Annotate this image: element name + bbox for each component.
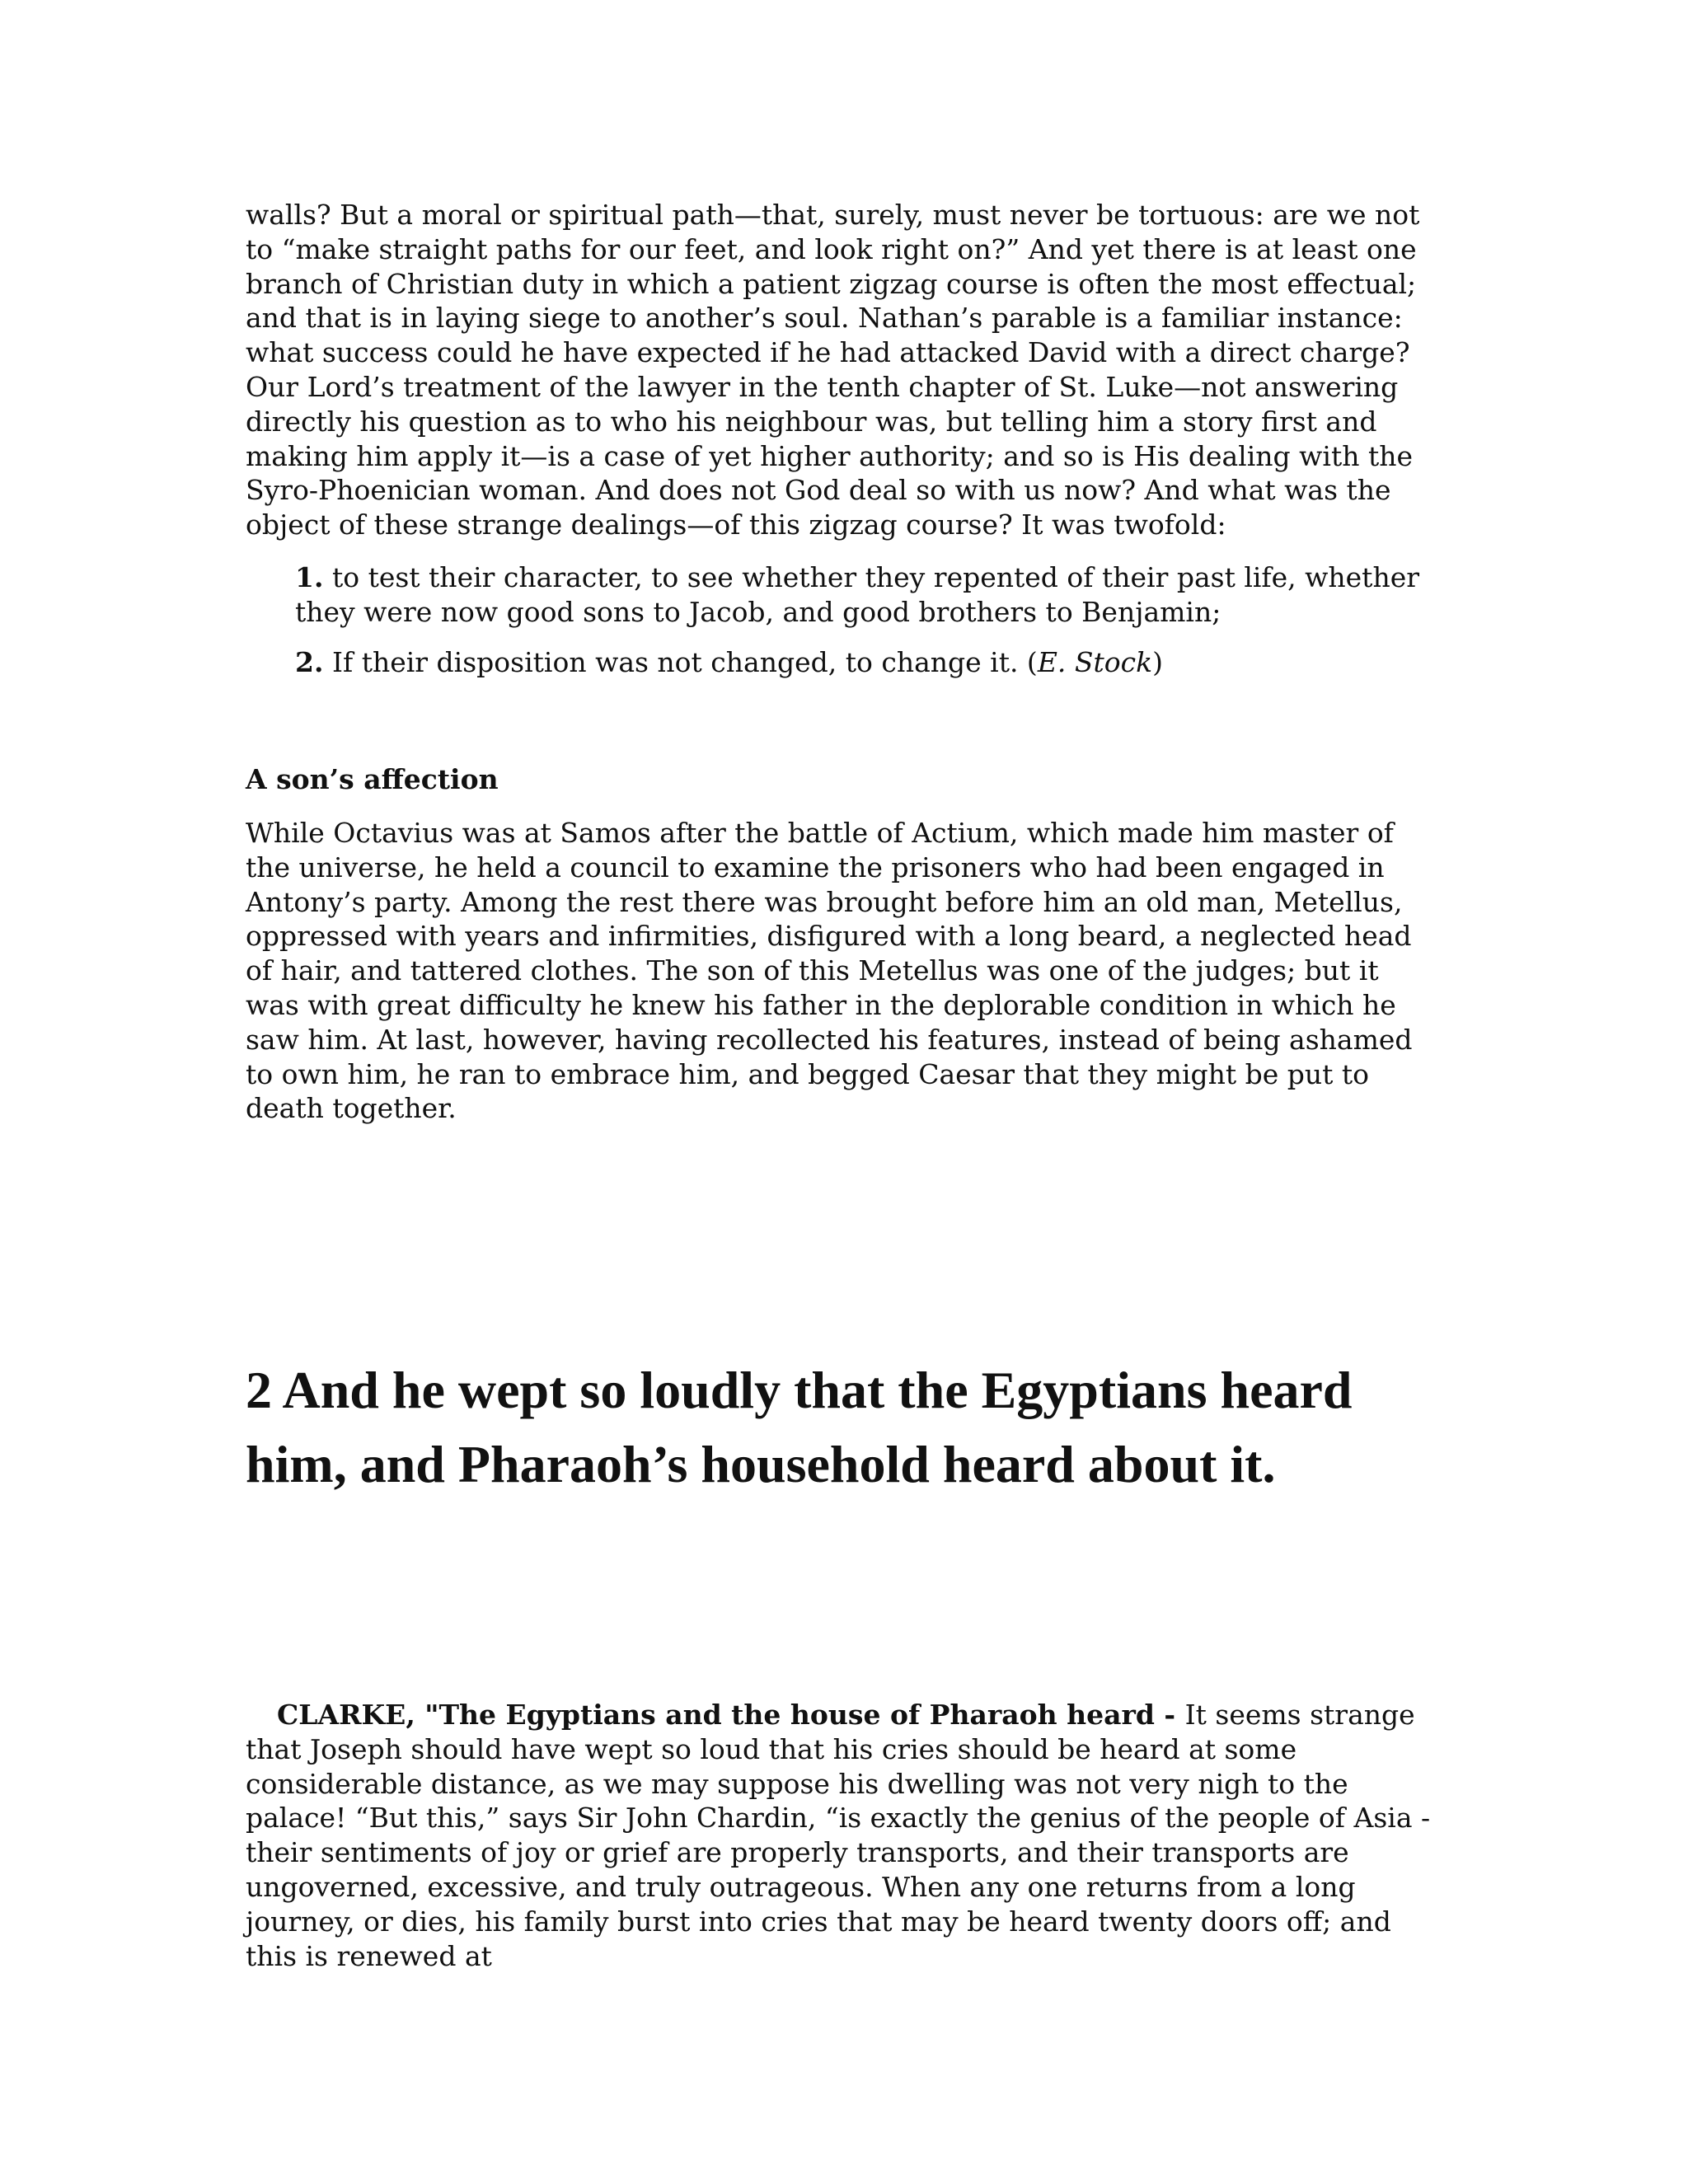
list-item — [295, 560, 1432, 630]
commentary-lead: CLARKE, "The Egyptians and the house of Pharaoh heard - — [277, 1699, 1185, 1731]
body-paragraph: While Octavius was at Samos after the battle of Actium, which made him master of the universe, he held a council to examine the prisoners who had been engaged in Antony’s party. Among the rest there was brought before him an old man, Metellus, oppressed with years and infirmities, disfigured with a long beard, a neglected head of hair, and tattered clothes. The son of this Metellus was one of the judges; but it was with great difficulty he knew his father in the deplorable condition in which he saw him. At last, however, having recollected his features, instead of being ashamed to own him, he ran to embrace him, and begged Caesar that they might be put to death together. — [246, 817, 1413, 1125]
list-item-text: If their disposition was not changed, to change it. ( — [331, 646, 1038, 678]
body-paragraph: walls? But a moral or spiritual path—that, surely, must never be tortuous: are we not to “make straight paths for our feet, and look right on?” And yet there is at least one branch of Christian duty in which a patient zigzag course is often the most effectual; and that is in laying siege to another’s soul. Nathan’s parable is a familiar instance: what success could he have expected if he had attacked David with a direct charge? Our Lord’s treatment of the lawyer in the tenth chapter of St. Luke—not answering directly his question as to who his neighbour was, but telling him a story first and making him apply it—is a case of yet higher authority; and so is His dealing with the Syro-Phoenician woman. And does not God deal so with us now? And what was the object of these strange dealings—of this zigzag course? It was twofold: — [246, 199, 1420, 541]
list-item-text: to test their character, to see whether they repented of their past life, whether they were now good sons to Jacob, and good brothers to Benjamin; — [295, 561, 1420, 628]
list-number: 1. — [295, 561, 324, 593]
citation-close: ) — [1152, 646, 1163, 678]
section-heading: A son’s affection — [246, 763, 499, 795]
commentary-text: It seems strange that Joseph should have wept so loud that his cries should be heard at some considerable distance, as we may suppose his dwelling was not very nigh to the palace! “But this,” says Sir John Chardin, “is exactly the genius of the people of Asia - their sentiments of joy or grief are properly transports, and their transports are ungoverned, excessive, and truly outrageous. When any one returns from a long journey, or dies, his family burst into cries that may be heard twenty doors off; and this is renewed at — [246, 1699, 1431, 1972]
commentary-paragraph — [246, 1698, 1432, 1973]
list-number: 2. — [295, 646, 324, 678]
list-item — [295, 645, 1432, 680]
verse-heading: 2 And he wept so loudly that the Egyptians heard him, and Pharaoh’s household heard about it. — [246, 1361, 1353, 1493]
citation: E. Stock — [1037, 646, 1153, 678]
